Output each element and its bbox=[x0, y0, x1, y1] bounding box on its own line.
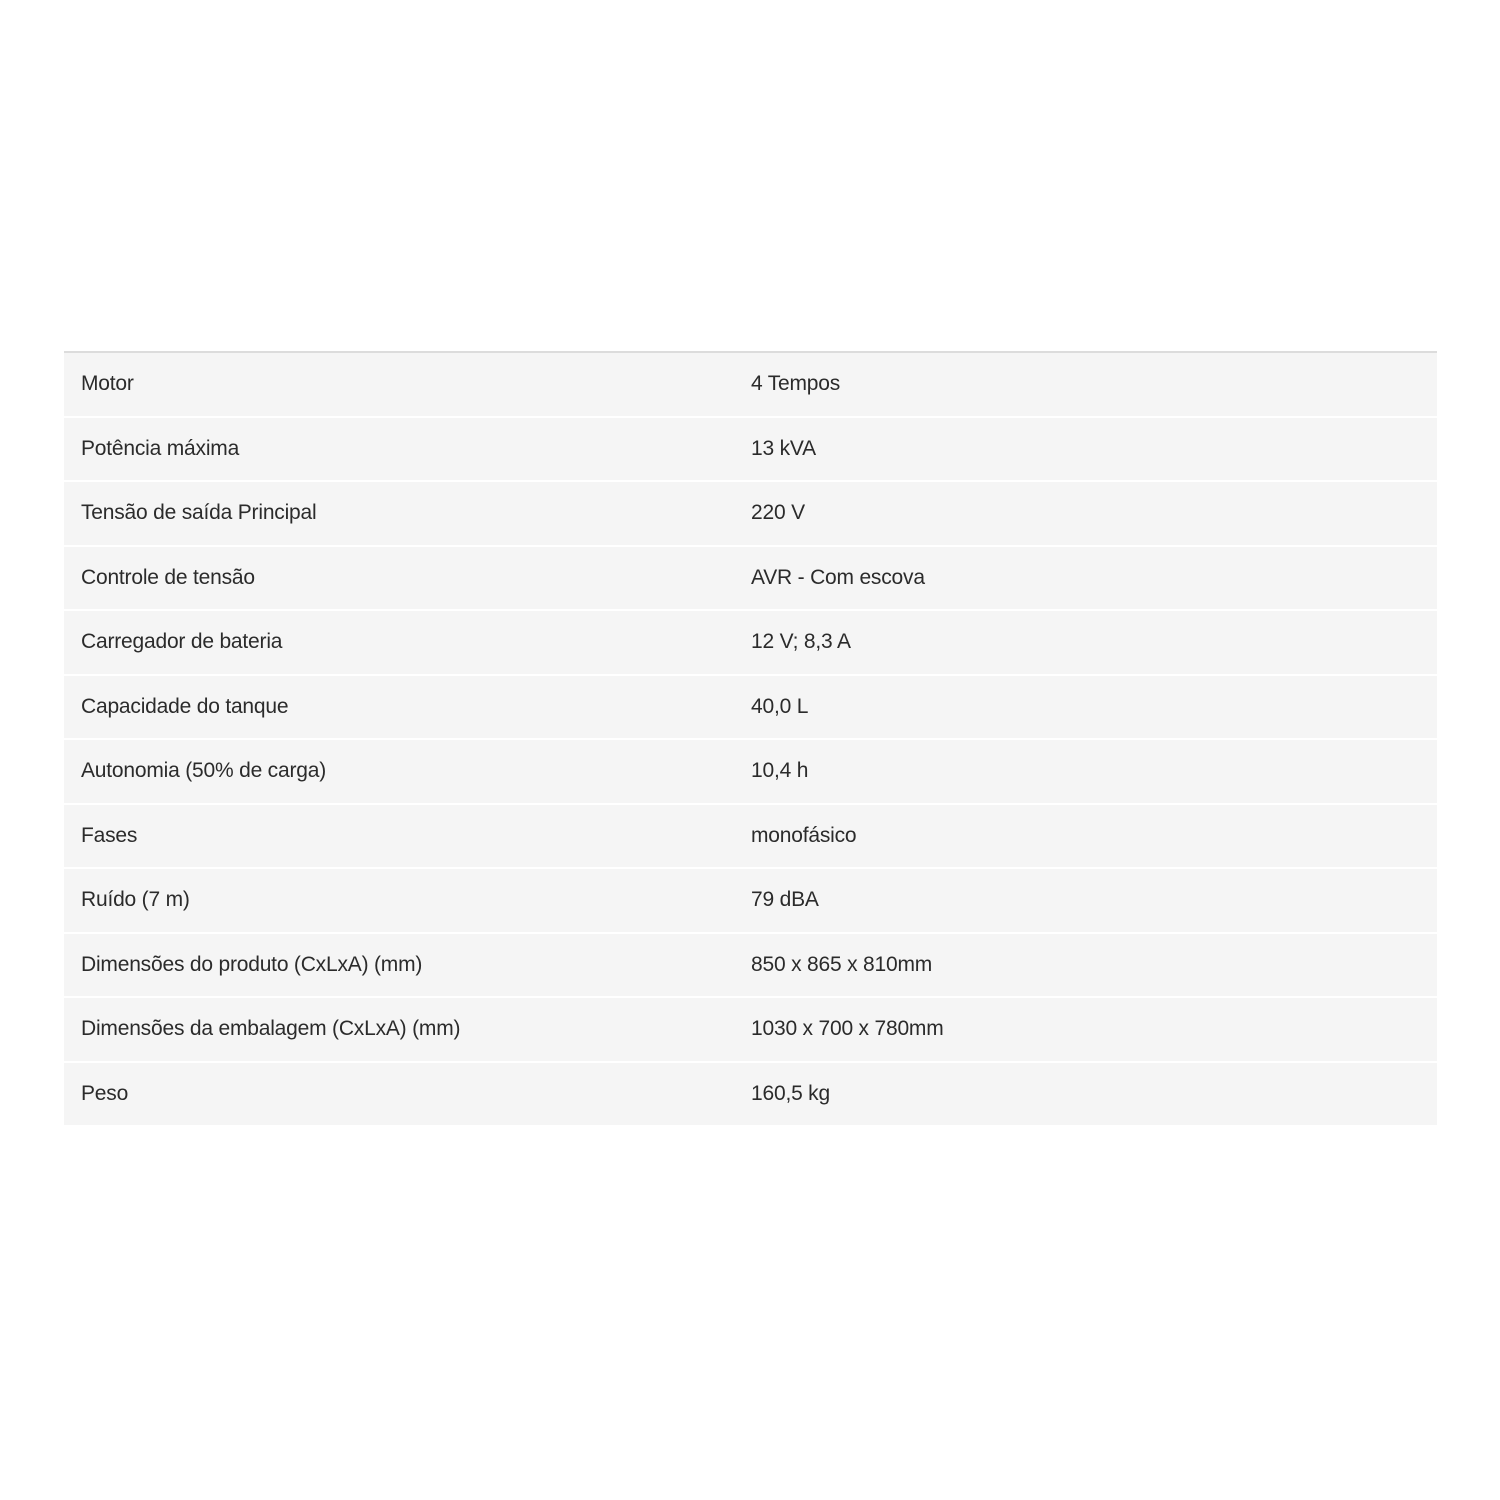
spec-row-tensao-saida bbox=[64, 482, 1437, 547]
spec-value: 12 V; 8,3 A bbox=[751, 630, 851, 654]
spec-value: 4 Tempos bbox=[751, 372, 841, 396]
spec-row-dimensoes-produto bbox=[64, 934, 1437, 999]
spec-label: Dimensões da embalagem (CxLxA) (mm) bbox=[81, 1017, 461, 1041]
spec-label: Autonomia (50% de carga) bbox=[81, 759, 327, 783]
spec-value: 40,0 L bbox=[751, 694, 809, 718]
spec-label: Controle de tensão bbox=[81, 565, 255, 589]
spec-row-dimensoes-embalagem bbox=[64, 998, 1437, 1063]
spec-label: Fases bbox=[81, 823, 138, 847]
spec-label: Peso bbox=[81, 1081, 129, 1105]
spec-row-motor bbox=[64, 353, 1437, 418]
spec-value: 10,4 h bbox=[751, 759, 809, 783]
spec-value: 79 dBA bbox=[751, 888, 819, 912]
spec-label: Dimensões do produto (CxLxA) (mm) bbox=[81, 952, 423, 976]
spec-value: AVR - Com escova bbox=[751, 565, 925, 589]
spec-label: Carregador de bateria bbox=[81, 630, 283, 654]
spec-value: 220 V bbox=[751, 501, 805, 525]
spec-value: 160,5 kg bbox=[751, 1081, 830, 1105]
spec-row-potencia bbox=[64, 418, 1437, 483]
spec-label: Tensão de saída Principal bbox=[81, 501, 317, 525]
spec-label: Capacidade do tanque bbox=[81, 694, 289, 718]
spec-row-fases bbox=[64, 805, 1437, 870]
spec-row-controle-tensao bbox=[64, 547, 1437, 612]
spec-table bbox=[64, 351, 1437, 1127]
spec-label: Ruído (7 m) bbox=[81, 888, 190, 912]
spec-value: 850 x 865 x 810mm bbox=[751, 952, 933, 976]
spec-row-capacidade-tanque bbox=[64, 676, 1437, 741]
spec-value: 1030 x 700 x 780mm bbox=[751, 1017, 944, 1041]
spec-label: Motor bbox=[81, 372, 134, 396]
spec-row-carregador bbox=[64, 611, 1437, 676]
spec-row-peso bbox=[64, 1063, 1437, 1128]
spec-value: 13 kVA bbox=[751, 436, 816, 460]
spec-row-autonomia bbox=[64, 740, 1437, 805]
spec-row-ruido bbox=[64, 869, 1437, 934]
spec-value: monofásico bbox=[751, 823, 857, 847]
spec-label: Potência máxima bbox=[81, 436, 240, 460]
